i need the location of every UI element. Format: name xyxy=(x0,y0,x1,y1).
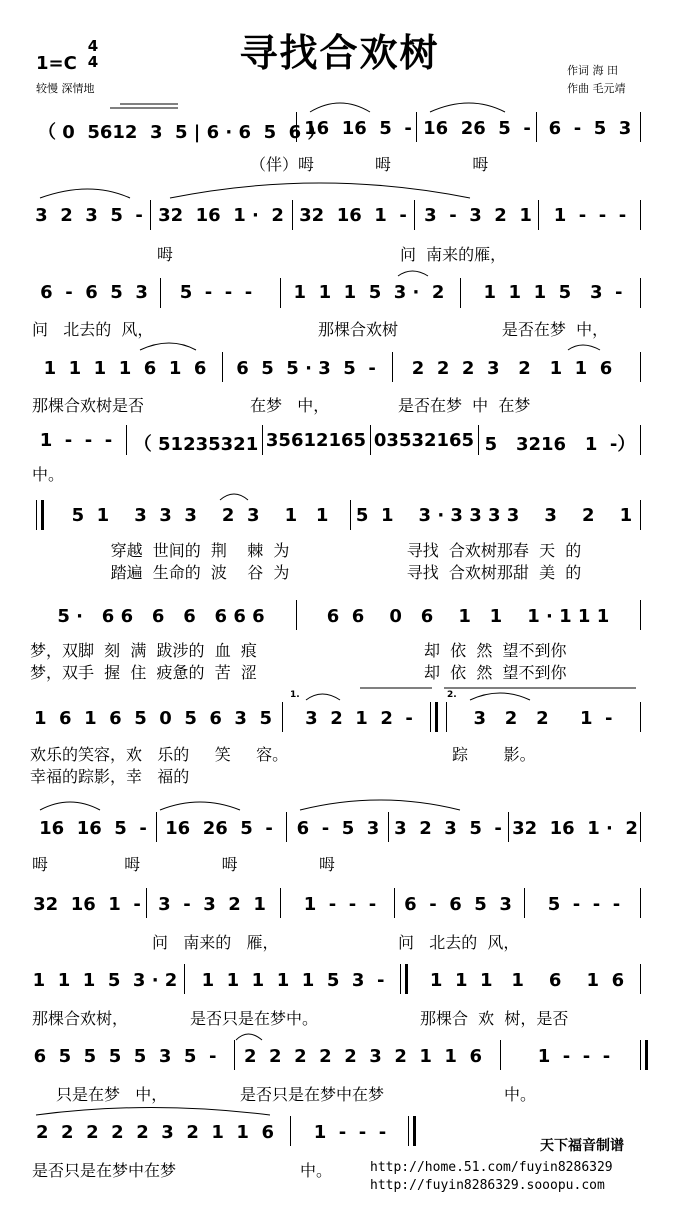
barline xyxy=(640,112,641,142)
lyrics-row xyxy=(0,638,679,660)
notation-row xyxy=(0,282,679,306)
source-url-2: http://fuyin8286329.sooopu.com xyxy=(370,1178,605,1193)
notation-row xyxy=(0,606,679,630)
lyrics-row xyxy=(0,930,679,952)
barline xyxy=(388,812,389,842)
measure: 32 16 1 · 2 xyxy=(512,818,638,839)
lyric: 欢乐的笑容，欢 乐的 笑 容。 xyxy=(30,745,289,764)
lyric: 是否只是在梦中在梦 xyxy=(32,1161,177,1180)
lyric: 寻找 合欢树那春 天 的 xyxy=(406,541,582,560)
barline xyxy=(262,425,263,455)
measure: 6 - 6 5 3 xyxy=(404,894,512,915)
measure: （ 51235321 xyxy=(133,434,259,455)
lyrics-row xyxy=(0,152,679,174)
final-barline xyxy=(640,1040,648,1070)
lyric: 只是在梦 中， xyxy=(56,1085,168,1104)
barline xyxy=(640,425,641,455)
measure: 32 16 1 - xyxy=(299,205,407,226)
lyric: 那棵合欢树， xyxy=(32,1009,129,1028)
barline xyxy=(222,352,223,382)
measure: 3 - 3 2 1 xyxy=(158,894,266,915)
notation-row xyxy=(0,708,679,732)
measure: 1 1 1 5 3 · 2 xyxy=(293,282,445,303)
lyrics-row xyxy=(0,242,679,264)
barline xyxy=(280,888,281,918)
lyrics-row xyxy=(0,742,679,764)
lyric: 寻找 合欢树那甜 美 的 xyxy=(406,563,582,582)
lyric: 在梦 中， xyxy=(250,396,330,415)
lyric: 穿越 世间的 荆 棘 为 xyxy=(110,541,290,560)
repeat-end-barline xyxy=(430,702,438,732)
measure: 1 - - - xyxy=(303,894,377,915)
final-barline xyxy=(408,1116,416,1146)
lyricist-credit: 作词 海 田 xyxy=(567,64,618,77)
measure: 5 · 6 6 6 6 6 6 6 xyxy=(57,606,265,627)
barline xyxy=(296,600,297,630)
measure: 16 26 5 - xyxy=(165,818,273,839)
barline xyxy=(290,1116,291,1146)
measure: 6 - 6 5 3 xyxy=(40,282,148,303)
measure: 1 - - - xyxy=(313,1122,387,1143)
barline xyxy=(234,1040,235,1070)
barline xyxy=(500,1040,501,1070)
barline xyxy=(524,888,525,918)
barline xyxy=(538,200,539,230)
measure: 1 1 1 5 3 · 2 xyxy=(32,970,178,991)
lyrics-row xyxy=(0,560,679,582)
barline xyxy=(416,112,417,142)
notation-row xyxy=(0,430,679,454)
barline xyxy=(640,702,641,732)
lyrics-row xyxy=(0,660,679,682)
lyric: 是否在梦 中， xyxy=(501,320,609,339)
engraver-signature: 天下福音制谱 xyxy=(540,1138,624,1154)
barline xyxy=(286,812,287,842)
lyrics-row xyxy=(0,764,679,786)
lyric: 是否在梦 中 在梦 xyxy=(398,396,531,415)
measure: 3 2 2 1 - xyxy=(473,708,613,729)
lyric: 幸福的踪影，幸 福的 xyxy=(30,767,190,786)
lyric: （伴）呣 呣 呣 xyxy=(250,155,489,174)
barline xyxy=(184,964,185,994)
measure: 6 5 5 · 3 5 - xyxy=(236,358,376,379)
measure: 2 2 2 3 2 1 1 6 xyxy=(411,358,613,379)
lyric: 呣 呣 呣 呣 xyxy=(32,855,336,874)
lyric: 中。 xyxy=(32,465,65,484)
lyrics-row xyxy=(0,1082,679,1104)
measure: 2 2 2 2 2 3 2 1 1 6 xyxy=(35,1122,275,1143)
repeat-start-barline xyxy=(400,964,408,994)
barline xyxy=(160,278,161,308)
barline xyxy=(640,888,641,918)
lyric: 梦，双脚 刻 满 跋涉的 血 痕 xyxy=(30,641,257,660)
measure: 6 - 5 3 xyxy=(296,818,380,839)
notation-row xyxy=(0,818,679,842)
notation-row xyxy=(0,118,679,142)
barline xyxy=(460,278,461,308)
barline xyxy=(150,200,151,230)
barline xyxy=(640,812,641,842)
measure: 16 16 5 - xyxy=(39,818,147,839)
lyric: 问 南来的 雁， xyxy=(152,933,279,952)
measure: 6 5 5 5 5 3 5 - xyxy=(33,1046,217,1067)
barline xyxy=(640,352,641,382)
measure: 5 - - - xyxy=(547,894,621,915)
lyrics-row xyxy=(0,538,679,560)
lyric: 却 依 然 望不到你 xyxy=(424,641,567,660)
lyric: 问 北去的 风， xyxy=(398,933,520,952)
measure: 3 - 3 2 1 xyxy=(424,205,532,226)
measure: 2 2 2 2 2 3 2 1 1 6 xyxy=(243,1046,483,1067)
measure: 35612165 xyxy=(265,430,367,451)
measure: （ 0 5612 3 5 | 6 · 6 5 6 ） xyxy=(38,122,326,143)
lyrics-row xyxy=(0,852,679,874)
lyrics-row xyxy=(0,462,679,484)
notation-row xyxy=(0,894,679,918)
notation-row xyxy=(0,358,679,382)
barline xyxy=(370,425,371,455)
barline xyxy=(156,812,157,842)
lyric: 却 依 然 望不到你 xyxy=(424,663,567,682)
barline xyxy=(478,425,479,455)
lyric: 中。 xyxy=(504,1085,537,1104)
barline xyxy=(446,702,447,732)
measure: 1 6 1 6 5 0 5 6 3 5 xyxy=(33,708,273,729)
measure: 5 - - - xyxy=(179,282,253,303)
measure: 1 1 1 5 3 - xyxy=(483,282,623,303)
repeat-start-barline xyxy=(36,500,44,530)
barline xyxy=(508,812,509,842)
measure: 32 16 1 - xyxy=(33,894,141,915)
notation-row xyxy=(0,505,679,529)
lyric: 那棵合欢树是否 xyxy=(32,396,145,415)
barline xyxy=(640,500,641,530)
lyric: 问 北去的 风， xyxy=(32,320,154,339)
notation-row xyxy=(0,205,679,229)
tempo-marking: 较慢 深情地 xyxy=(36,82,95,95)
time-signature-top: 4 xyxy=(87,37,99,55)
lyric: 那棵合欢树 xyxy=(317,320,398,339)
barline xyxy=(296,112,297,142)
lyric: 梦，双手 握 住 疲惫的 苦 涩 xyxy=(30,663,257,682)
source-url-1: http://home.51.com/fuyin8286329 xyxy=(370,1160,613,1175)
lyrics-row xyxy=(0,1006,679,1028)
measure: 1 1 1 1 1 5 3 - xyxy=(201,970,385,991)
measure: 16 16 5 - xyxy=(304,118,412,139)
barline xyxy=(350,500,351,530)
barline xyxy=(126,425,127,455)
time-signature xyxy=(86,38,100,70)
lyric: 呣 xyxy=(156,245,173,264)
barline xyxy=(292,200,293,230)
lyric: 是否只是在梦中。 xyxy=(190,1009,319,1028)
lyric: 踪 影。 xyxy=(452,745,536,764)
barline xyxy=(146,888,147,918)
barline xyxy=(640,200,641,230)
page-title: 寻找合欢树 xyxy=(239,31,440,75)
key-signature: 1=C xyxy=(36,53,77,74)
measure: 6 6 0 6 1 1 1 · 1 1 1 xyxy=(326,606,610,627)
barline xyxy=(640,964,641,994)
measure: 1 - - - xyxy=(553,205,627,226)
barline xyxy=(394,888,395,918)
measure: 6 - 5 3 xyxy=(548,118,632,139)
measure: 16 26 5 - xyxy=(423,118,531,139)
measure: 3 2 3 5 - xyxy=(35,205,143,226)
measure: 03532165 xyxy=(373,430,475,451)
notation-row xyxy=(0,970,679,994)
barline xyxy=(640,600,641,630)
barline xyxy=(414,200,415,230)
measure: 1 1 1 1 6 1 6 xyxy=(429,970,625,991)
lyric: 踏遍 生命的 波 谷 为 xyxy=(110,563,290,582)
barline xyxy=(282,702,283,732)
measure: 3 2 1 2 - xyxy=(305,708,413,729)
lyric: 中。 xyxy=(300,1161,333,1180)
ending-1-label: 1. xyxy=(290,690,300,700)
measure: 1 - - - xyxy=(39,430,113,451)
lyric: 问 南来的雁， xyxy=(400,245,507,264)
measure: 5 3216 1 -） xyxy=(484,434,636,455)
notation-row xyxy=(0,1046,679,1070)
barline xyxy=(536,112,537,142)
composer-credit: 作曲 毛元靖 xyxy=(567,82,626,95)
barline xyxy=(280,278,281,308)
measure: 1 1 1 1 6 1 6 xyxy=(43,358,207,379)
lyric: 那棵合 欢 树，是否 xyxy=(420,1009,569,1028)
barline xyxy=(392,352,393,382)
measure: 1 - - - xyxy=(537,1046,611,1067)
lyrics-row xyxy=(0,393,679,415)
lyrics-row xyxy=(0,317,679,339)
measure: 5 1 3 3 3 2 3 1 1 xyxy=(71,505,329,526)
ending-2-label: 2. xyxy=(447,690,457,700)
time-signature-bottom: 4 xyxy=(87,53,99,71)
measure: 32 16 1 · 2 xyxy=(158,205,284,226)
lyric: 是否只是在梦中在梦 xyxy=(240,1085,385,1104)
barline xyxy=(640,278,641,308)
measure: 3 2 3 5 - xyxy=(394,818,502,839)
measure: 5 1 3 · 3 3 3 3 3 2 1 xyxy=(355,505,633,526)
